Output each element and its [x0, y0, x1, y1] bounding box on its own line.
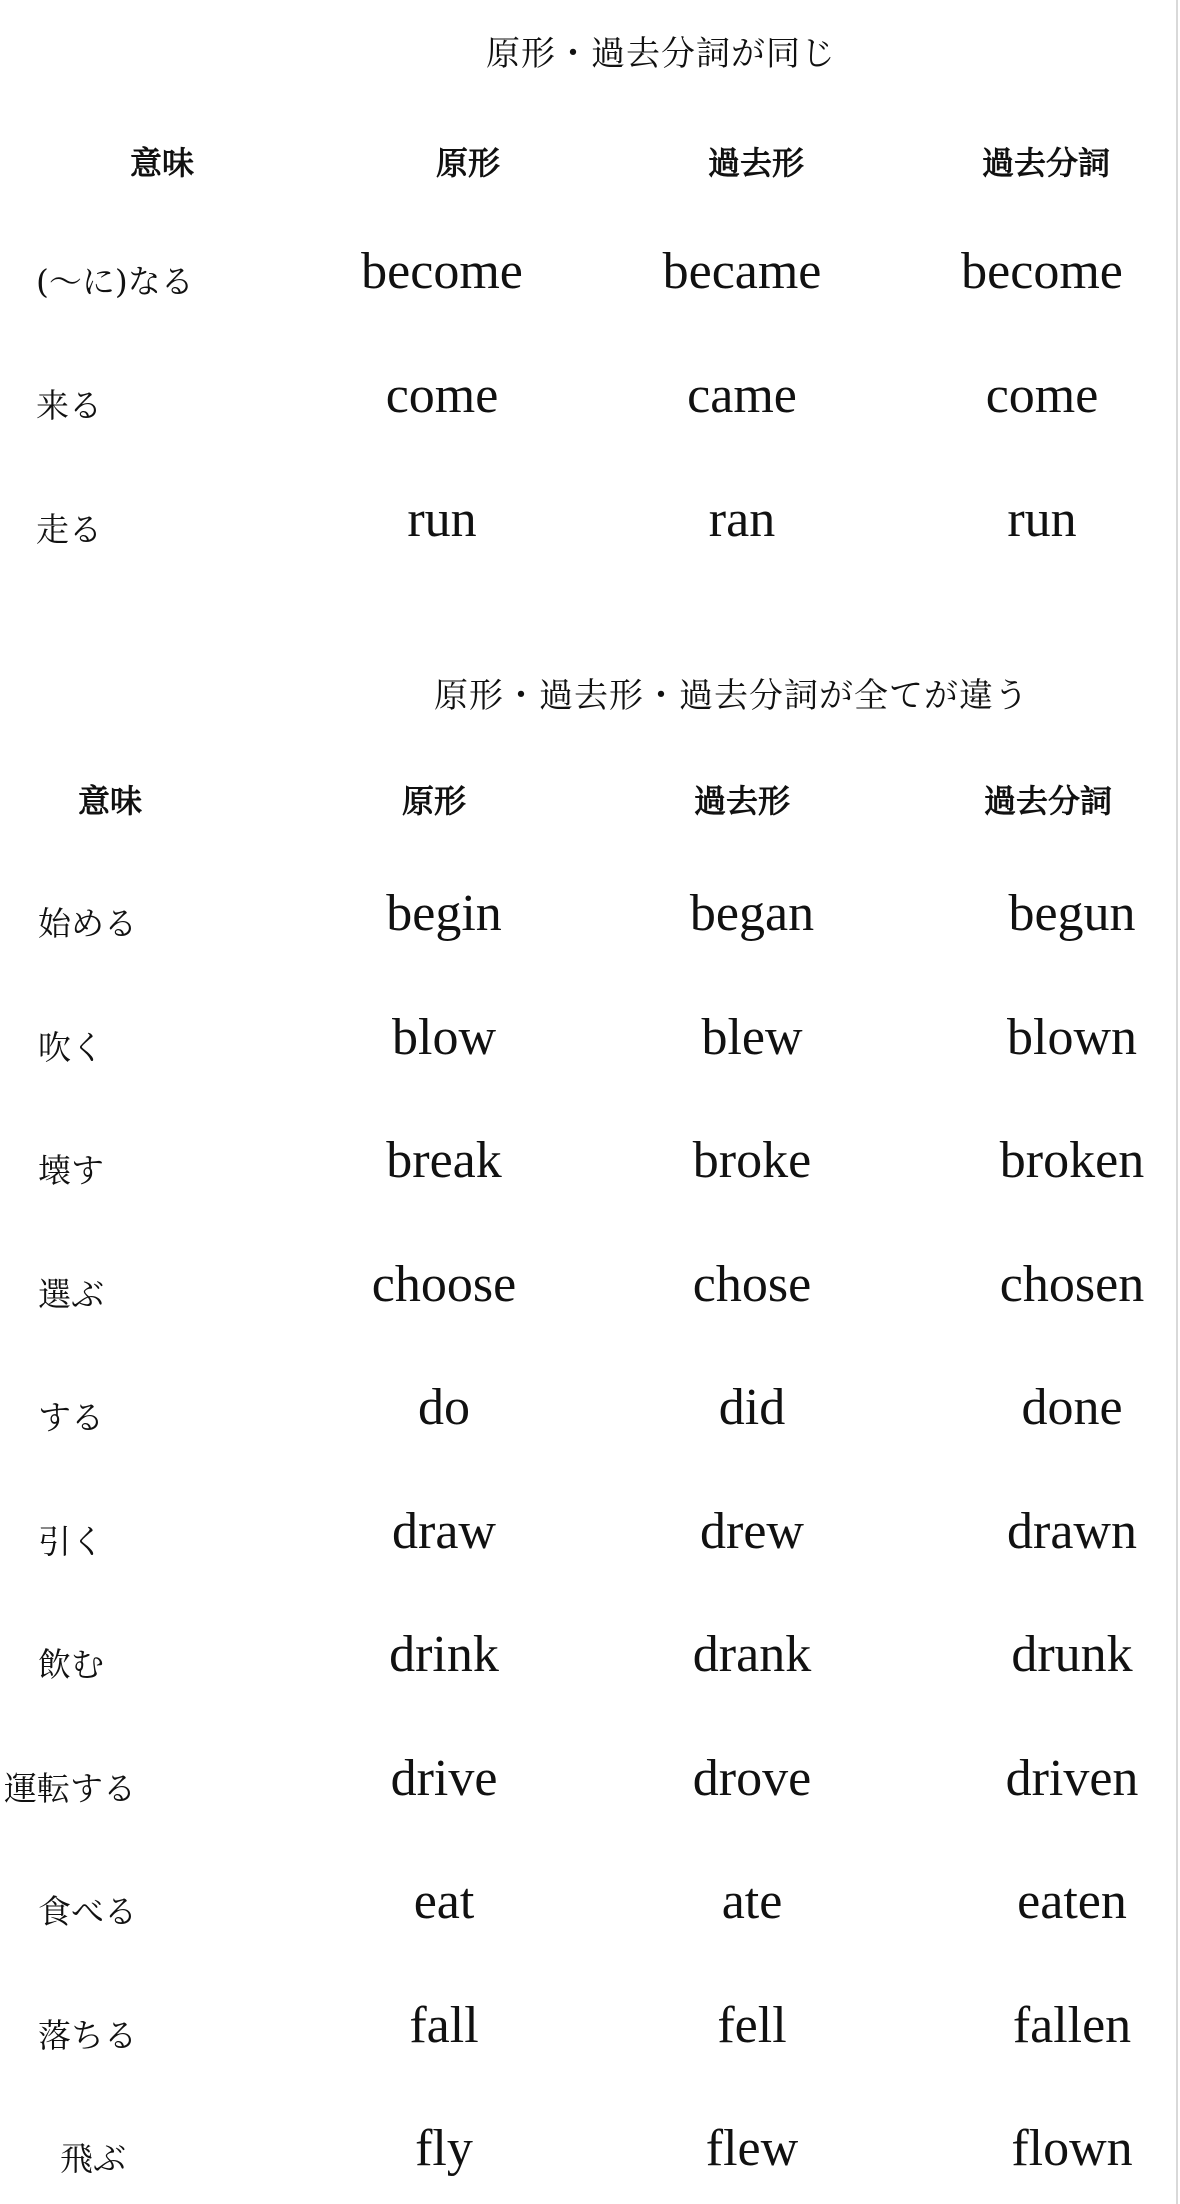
- past-form-cell: broke: [692, 1132, 812, 1189]
- base-form-cell: blow: [392, 1008, 496, 1066]
- header-pp: 過去分詞: [981, 144, 1111, 182]
- base-form-cell: fly: [415, 2120, 473, 2177]
- past-form-cell: ran: [708, 491, 776, 548]
- base-form-cell: drink: [389, 1626, 499, 1683]
- header-past: 過去形: [707, 144, 805, 182]
- past-form-cell: became: [662, 243, 822, 300]
- header-meaning: 意味: [129, 144, 195, 182]
- pp-form-cell: blown: [1007, 1008, 1137, 1066]
- header-base: 原形: [401, 782, 467, 820]
- past-form-cell: began: [689, 885, 815, 942]
- meaning-cell: 吹く: [38, 1027, 104, 1067]
- base-form-cell: do: [418, 1379, 470, 1436]
- header-past: 過去形: [693, 782, 791, 820]
- meaning-cell: 走る: [36, 510, 102, 549]
- base-form-cell: run: [407, 491, 477, 548]
- meaning-cell: 落ちる: [38, 2015, 137, 2055]
- past-form-cell: drew: [700, 1502, 804, 1560]
- pp-form-cell: drawn: [1007, 1502, 1137, 1560]
- pp-form-cell: flown: [1011, 2120, 1133, 2177]
- base-form-cell: begin: [386, 885, 502, 942]
- meaning-cell: 選ぶ: [38, 1274, 104, 1314]
- base-form-cell: come: [385, 367, 499, 424]
- past-form-cell: chose: [692, 1255, 812, 1313]
- header-pp: 過去分詞: [983, 782, 1113, 820]
- header-base: 原形: [435, 144, 501, 182]
- base-form-cell: choose: [371, 1255, 517, 1313]
- section2-title: 原形・過去形・過去分詞が全てが違う: [434, 676, 1029, 716]
- past-form-cell: came: [687, 367, 797, 424]
- section1-title: 原形・過去分詞が同じ: [486, 34, 836, 74]
- pp-form-cell: chosen: [999, 1255, 1145, 1313]
- pp-form-cell: come: [985, 367, 1099, 424]
- base-form-cell: become: [361, 243, 523, 300]
- base-form-cell: fall: [409, 1996, 479, 2054]
- past-form-cell: drank: [692, 1626, 812, 1683]
- meaning-cell: 壊す: [38, 1151, 104, 1190]
- past-form-cell: blew: [701, 1008, 803, 1066]
- header-meaning: 意味: [77, 782, 143, 820]
- base-form-cell: break: [386, 1132, 502, 1189]
- pp-form-cell: driven: [1005, 1749, 1139, 1807]
- past-form-cell: ate: [721, 1873, 783, 1930]
- past-form-cell: did: [718, 1379, 786, 1436]
- meaning-cell: 飛ぶ: [60, 2139, 126, 2178]
- meaning-cell: 食べる: [38, 1892, 137, 1931]
- past-form-cell: drove: [692, 1749, 812, 1807]
- page-edge: [1176, 0, 1178, 2204]
- pp-form-cell: fallen: [1012, 1996, 1132, 2054]
- meaning-cell: 飲む: [38, 1645, 104, 1684]
- pp-form-cell: eaten: [1017, 1873, 1127, 1930]
- pp-form-cell: run: [1007, 491, 1077, 548]
- meaning-cell: (〜に)なる: [36, 262, 194, 301]
- meaning-cell: 来る: [36, 386, 102, 425]
- pp-form-cell: become: [961, 243, 1123, 300]
- meaning-cell: 運転する: [4, 1768, 136, 1808]
- meaning-cell: 始める: [38, 904, 137, 943]
- meaning-cell: 引く: [38, 1521, 104, 1561]
- base-form-cell: draw: [392, 1502, 496, 1560]
- base-form-cell: drive: [390, 1749, 498, 1807]
- pp-form-cell: begun: [1008, 885, 1136, 942]
- meaning-cell: する: [38, 1398, 104, 1437]
- pp-form-cell: drunk: [1011, 1626, 1133, 1683]
- pp-form-cell: broken: [999, 1132, 1145, 1189]
- pp-form-cell: done: [1021, 1379, 1123, 1436]
- past-form-cell: fell: [717, 1996, 787, 2054]
- base-form-cell: eat: [413, 1873, 475, 1930]
- past-form-cell: flew: [705, 2120, 799, 2177]
